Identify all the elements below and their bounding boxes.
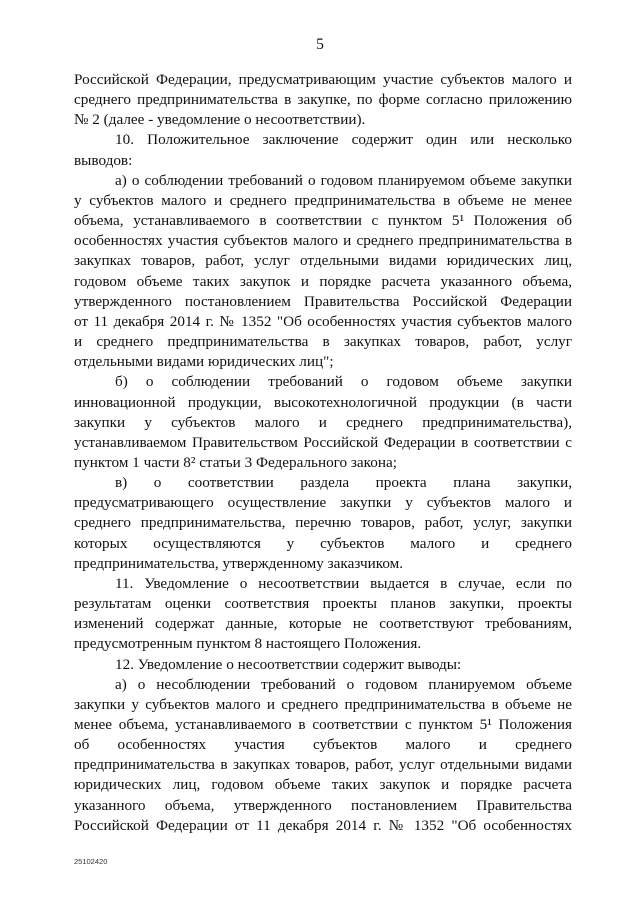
text-line: предусматривающего осуществление закупки у субъектов малого и xyxy=(74,494,572,512)
text-line: юридических лиц, годовом объеме таких закупок и порядке расчета xyxy=(74,776,572,794)
text-line: особенностях участия субъектов малого и среднего предпринимательства в xyxy=(74,232,572,250)
text-line: и среднего предпринимательства в закупках товаров, работ, услуг xyxy=(74,333,572,351)
text-line: закупках товаров, работ, услуг отдельными видами юридических лиц, xyxy=(74,252,572,270)
text-line: выводов: xyxy=(74,151,133,169)
text-line: результатам оценки соответствия проекты планов закупки, проекты xyxy=(74,595,572,613)
text-line: закупки у субъектов малого и среднего предпринимательства), xyxy=(74,413,572,431)
text-line: утвержденного постановлением Правительства Российской Федерации xyxy=(74,292,572,310)
text-line: 11. Уведомление о несоответствии выдается в случае, если по xyxy=(115,574,572,592)
text-line: от 11 декабря 2014 г. № 1352 "Об особенностях участия субъектов малого xyxy=(74,312,572,330)
document-body xyxy=(74,70,572,836)
text-line: б) о соблюдении требований о годовом объеме закупки xyxy=(115,373,572,391)
text-line: Российской Федерации от 11 декабря 2014 г. № 1352 "Об особенностях xyxy=(74,816,572,834)
text-line: среднего предпринимательства, перечню товаров, работ, услуг, закупки xyxy=(74,514,572,532)
text-line: пунктом 1 части 8² статьи 3 Федерального закона; xyxy=(74,453,397,471)
text-line: среднего предпринимательства в закупке, по форме согласно приложению xyxy=(74,91,572,109)
text-line: указанного объема, утвержденного постановлением Правительства xyxy=(74,796,572,814)
text-line: устанавливаемом Правительством Российской Федерации в соответствии с xyxy=(74,433,572,451)
page-number: 5 xyxy=(316,36,324,53)
text-line: 10. Положительное заключение содержит один или несколько xyxy=(115,131,572,149)
text-line: инновационной продукции, высокотехнологичной продукции (в части xyxy=(74,393,572,411)
text-line: Российской Федерации, предусматривающим участие субъектов малого и xyxy=(74,71,572,88)
text-line: № 2 (далее - уведомление о несоответствии). xyxy=(74,111,366,129)
text-line: предпринимательства, утвержденному заказчиком. xyxy=(74,554,404,572)
document-id: 25102420 xyxy=(74,857,108,866)
text-line: об особенностях участия субъектов малого и среднего xyxy=(74,736,572,754)
text-line: у субъектов малого и среднего предпринимательства в объеме не менее xyxy=(74,191,572,209)
text-line: 12. Уведомление о несоответствии содержит выводы: xyxy=(115,655,462,673)
text-line: закупки у субъектов малого и среднего предпринимательства в объеме не xyxy=(74,695,572,713)
text-line: в) о соответствии раздела проекта плана закупки, xyxy=(115,474,572,492)
text-line: изменений содержат данные, которые не соответствуют требованиям, xyxy=(74,615,572,633)
text-line: а) о несоблюдении требований о годовом планируемом объеме xyxy=(115,675,572,693)
text-line: объема, устанавливаемого в соответствии с пунктом 5¹ Положения об xyxy=(74,212,572,230)
text-line: отдельными видами юридических лиц"; xyxy=(74,353,334,371)
text-line: а) о соблюдении требований о годовом планируемом объеме закупки xyxy=(115,171,572,189)
text-line: предусмотренным пунктом 8 настоящего Положения. xyxy=(74,635,422,653)
text-line: менее объема, устанавливаемого в соответствии с пунктом 5¹ Положения xyxy=(74,716,572,733)
text-line: которых осуществляются у субъектов малого и среднего xyxy=(74,534,572,552)
text-line: предпринимательства в закупках товаров, работ, услуг отдельными видами xyxy=(74,756,572,774)
text-line: годовом объеме таких закупок и порядке расчета указанного объема, xyxy=(74,272,572,290)
